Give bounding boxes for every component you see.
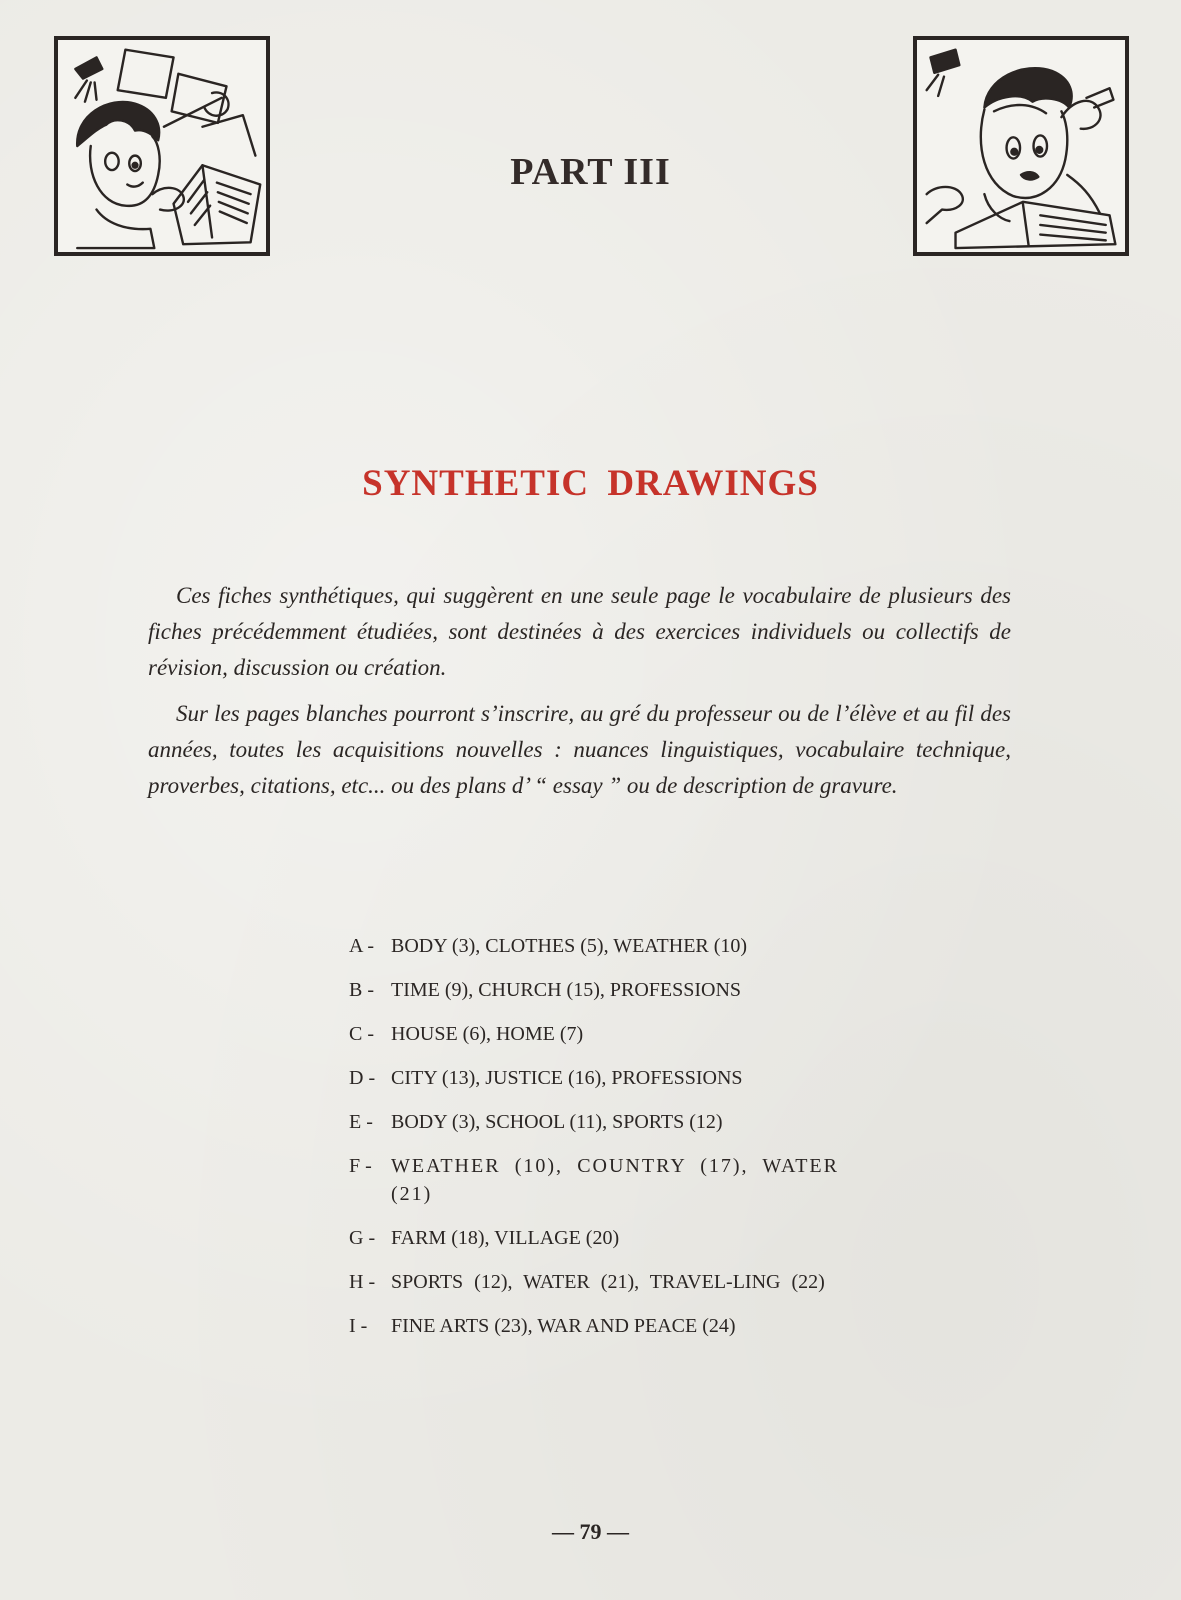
intro-text [148, 578, 1011, 814]
contents-letter: C - [349, 1023, 374, 1045]
contents-letter: H - [349, 1271, 376, 1293]
contents-item [349, 1268, 839, 1296]
intro-paragraph: Sur les pages blanches pourront s’inscrire, au gré du professeur ou de l’élève et au fil des années, toutes les acquisitions nouvelles : nuances linguistiques, vocabulaire technique, proverbes, citations, etc... ou des plans d’ “ essay ” ou de description de gravure. [148, 701, 1011, 798]
contents-letter: G - [349, 1227, 376, 1249]
contents-item [349, 1152, 839, 1208]
contents-topics: BODY (3), CLOTHES (5), WEATHER (10) [391, 935, 748, 957]
contents-letter: B - [349, 979, 374, 1001]
contents-item [349, 932, 839, 960]
contents-topics: TIME (9), CHURCH (15), PROFESSIONS [391, 979, 742, 1001]
contents-list [349, 932, 839, 1356]
page-number: — 79 — [552, 1519, 629, 1544]
contents-letter: E - [349, 1111, 373, 1133]
contents-letter: D - [349, 1067, 376, 1089]
contents-topics: SPORTS (12), WATER (21), TRAVEL-LING (22) [391, 1271, 825, 1293]
contents-topics: FARM (18), VILLAGE (20) [391, 1227, 620, 1249]
contents-item [349, 1020, 839, 1048]
contents-item [349, 1224, 839, 1252]
contents-item [349, 1064, 839, 1092]
contents-topics: BODY (3), SCHOOL (11), SPORTS (12) [391, 1111, 723, 1133]
contents-topics: CITY (13), JUSTICE (16), PROFESSIONS [391, 1067, 743, 1089]
contents-item [349, 1312, 839, 1340]
child-studying-book-illustration [913, 36, 1129, 256]
intro-paragraph: Ces fiches synthétiques, qui suggèrent en une seule page le vocabulaire de plusieurs des fiches précédemment étudiées, sont destinées à des exercices individuels ou collectifs de révision, discussion ou création. [148, 583, 1011, 680]
contents-item [349, 976, 839, 1004]
contents-topics: WEATHER (10), COUNTRY (17), WATER (21) [391, 1155, 839, 1205]
contents-topics: HOUSE (6), HOME (7) [391, 1023, 584, 1045]
contents-letter: I - [349, 1315, 368, 1337]
contents-letter: F - [349, 1155, 372, 1177]
contents-item [349, 1108, 839, 1136]
contents-topics: FINE ARTS (23), WAR AND PEACE (24) [391, 1315, 736, 1337]
contents-letter: A - [349, 935, 374, 957]
section-title: SYNTHETIC DRAWINGS [362, 463, 819, 504]
part-title: PART III [510, 151, 671, 193]
child-reading-book-illustration [54, 36, 270, 256]
